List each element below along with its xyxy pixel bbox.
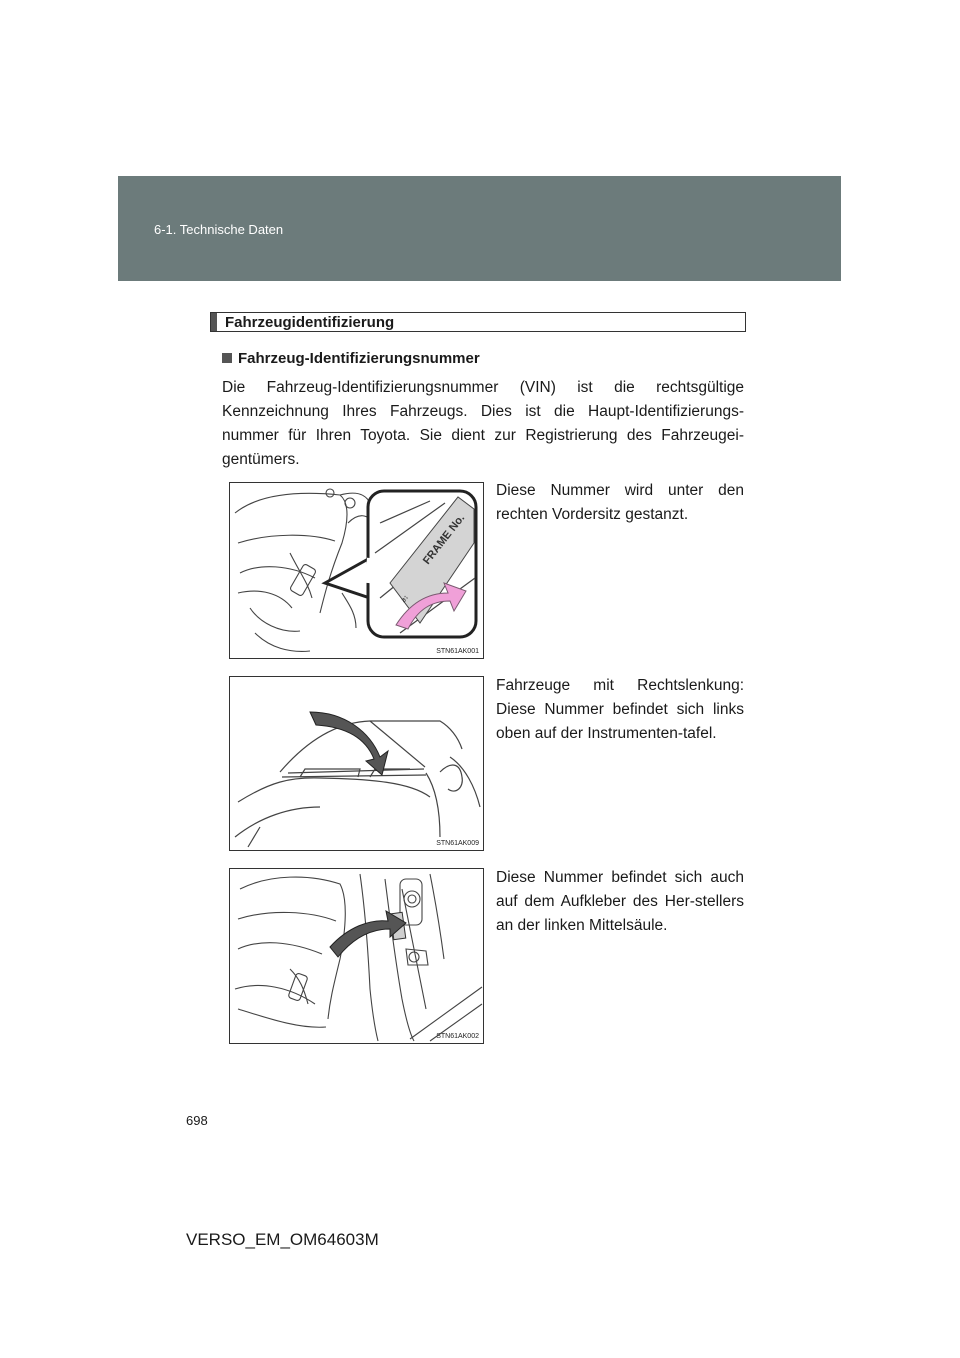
intro-paragraph: Die Fahrzeug-Identifizierungsnummer (VIN) ist die rechtsgültige Kennzeichnung Ihres Fahrzeugs. Dies ist die Haupt-Identifizierungs-nummer für Ihren Toyota. Sie dient zur Registrierung des Fahrzeugei-gentümers. — [222, 379, 744, 468]
figure-seat-frame-number — [229, 482, 484, 659]
subheading-text: Fahrzeug-Identifizierungsnummer — [238, 350, 480, 367]
frame-number-label: FRAME No. — [420, 512, 468, 567]
subheading — [222, 350, 480, 367]
section-title-bar — [211, 313, 217, 331]
figure-caption-2: Fahrzeuge mit Rechtslenkung: Diese Nummer befindet sich links oben auf der Instrumenten-tafel. — [496, 677, 744, 742]
seat-illustration — [230, 483, 483, 658]
footer-document-code: VERSO_EM_OM64603M — [186, 1230, 379, 1249]
page-number: 698 — [186, 1113, 208, 1128]
header-band — [118, 176, 841, 281]
section-title-box — [210, 312, 746, 332]
figure-code: STN61AK002 — [436, 1033, 479, 1040]
figure-code: STN61AK009 — [436, 840, 479, 847]
square-bullet-icon — [222, 353, 232, 363]
svg-text:ꬿ↕: ꬿ↕ — [400, 593, 411, 605]
figure-code: STN61AK001 — [436, 648, 479, 655]
car-front-illustration — [230, 677, 483, 850]
door-pillar-illustration — [230, 869, 483, 1043]
section-label: 6-1. Technische Daten — [154, 222, 284, 237]
section-title: Fahrzeugidentifizierung — [225, 314, 395, 331]
figure-caption-1: Diese Nummer wird unter den rechten Vordersitz gestanzt. — [496, 482, 744, 523]
figure-pillar-label — [229, 868, 484, 1044]
figure-dashboard-vin — [229, 676, 484, 851]
figure-caption-3: Diese Nummer befindet sich auch auf dem Aufkleber des Her-stellers an der linken Mittelsäule. — [496, 869, 744, 934]
